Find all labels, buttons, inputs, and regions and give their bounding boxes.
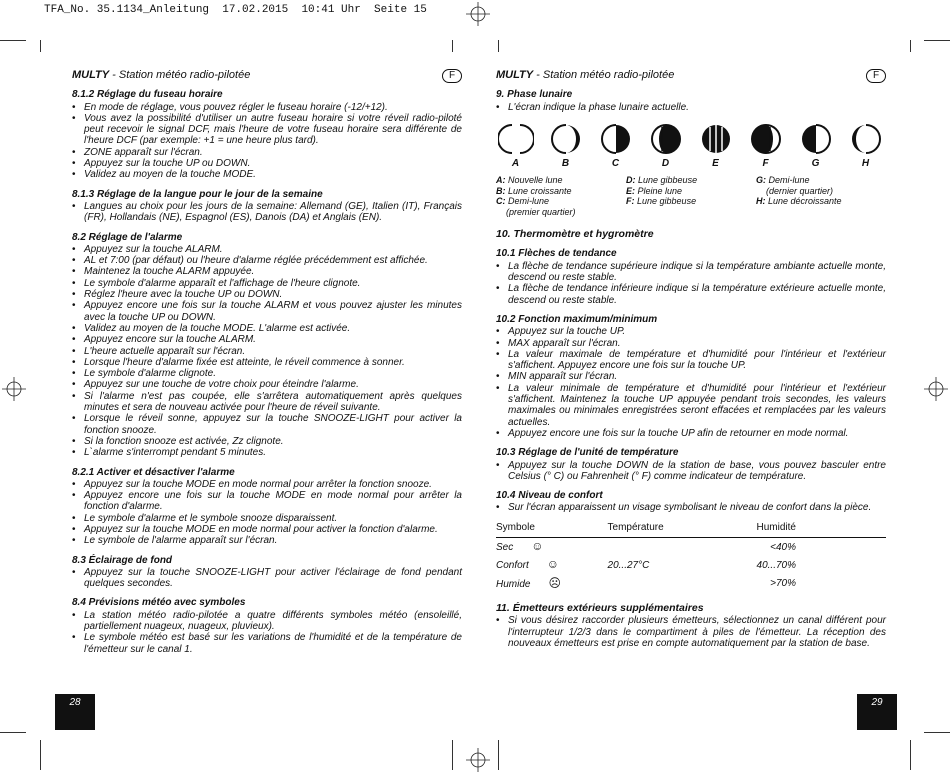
section-heading: 10.2 Fonction maximum/minimum [496,313,658,325]
list-item: • Appuyez encore sur la touche ALARM. [72,334,462,345]
registration-mark-bottom [466,748,490,772]
comfort-label: Confort [496,560,529,572]
bullet-list [72,567,462,590]
moon-legend-entry [626,175,756,186]
list-item: • Le symbole d'alarme et le symbole snooze disparaissent. [72,513,462,524]
moon-legend-value: (dernier quartier) [766,185,834,196]
moon-legend-value: Lune gibbeuse [638,175,698,186]
registration-mark-left [2,377,26,401]
crop-mark [0,732,26,733]
crop-mark [452,40,453,52]
bullet-list [72,201,462,224]
bullet-list [496,502,886,513]
moon-legend [496,175,886,217]
crop-mark [924,40,950,41]
bullet-list [496,326,886,439]
list-item: • Appuyez sur la touche MODE en mode normal pour activer la fonction d'alarme. [72,524,462,535]
moon-legend-column [626,175,756,217]
list-item: • La valeur minimale de température et d'humidité pour l'intérieur et l'extérieur s'affichent. Maintenez la touche UP appuyée pendant trois secondes, les valeurs maximales ou minimales enregistrées seront effacées et remplacées par les valeurs actuelles. [496,383,886,428]
comfort-humidity: 40...70% [756,559,796,571]
moon-phase-letter: H [861,157,870,169]
list-item: • Appuyez sur une touche de votre choix pour éteindre l'alarme. [72,379,462,390]
comfort-temperature [608,538,757,557]
list-item: • Sur l'écran apparaissent un visage symbolisant le niveau de confort dans la pièce. [496,502,886,513]
list-item: • Appuyez sur la touche DOWN de la station de base, vous pouvez basculer entre Celsius (° C) ou Fahrenheit (° F) comme indicateur de température. [496,460,886,483]
comfort-face-icon: ☺ [531,539,544,554]
left-sections [72,89,462,655]
crop-mark [498,740,499,770]
moon-phase-icon [698,121,734,157]
list-item: • Appuyez sur la touche SNOOZE-LIGHT pour activer l'éclairage de fond pendant quelques secondes. [72,567,462,590]
section-heading: 8.2 Réglage de l'alarme [72,231,183,243]
moon-phase [648,121,683,169]
list-item: • L`alarme s'interrompt pendant 5 minutes. [72,447,462,458]
moon-legend-value: Lune croissante [508,185,572,196]
moon-phase-icon [548,121,584,157]
language-badge: F [442,69,462,83]
title-brand: MULTY [72,69,110,81]
list-item: • La flèche de tendance inférieure indique si la température extérieure actuelle monte, descend ou reste stable. [496,283,886,306]
comfort-label: Sec [496,542,514,554]
moon-legend-key: A: [496,175,506,186]
page-number-right: 29 [857,694,897,730]
moon-legend-value: Demi-lune [768,175,810,186]
list-item: • Vous avez la possibilité d'utiliser un autre fuseau horaire si votre réveil radio-piloté peut recevoir le signal DCF, mais l'heure de votre fuseau horaire sera différente de l'heure DCF (par exemple: +1 = une heure plus tard). [72,113,462,147]
col-header-symbol: Symbole [496,520,608,538]
moon-phase-icon [848,121,884,157]
list-item: • Lorsque le réveil sonne, appuyez sur la touche SNOOZE-LIGHT pour activer la fonction snooze. [72,413,462,436]
moon-legend-key: C: [496,196,506,207]
crop-mark [498,40,499,52]
bullet-list [72,244,462,459]
moon-phase-icon [648,121,684,157]
list-item: • Le symbole d'alarme clignote. [72,368,462,379]
list-item: • Le symbole météo est basé sur les variations de l'humidité et de la température de l'émetteur sur le canal 1. [72,632,462,655]
crop-mark [910,740,911,770]
bullet-list [72,610,462,655]
section-heading: 10.1 Flèches de tendance [496,248,617,260]
moon-legend-value: (premier quartier) [506,206,576,217]
list-item: • ZONE apparaît sur l'écran. [72,147,462,158]
moon-legend-entry [626,196,756,207]
comfort-label-cell [496,556,608,574]
registration-mark-right [924,377,948,401]
section-heading-thermo: 10. Thermomètre et hygromètre [496,228,654,241]
moon-legend-entry [756,186,886,197]
crop-mark [0,40,26,41]
comfort-label-cell [496,538,608,557]
moon-phase [498,121,533,169]
language-badge: F [866,69,886,83]
print-header: TFA_No. 35.1134_Anleitung 17.02.2015 10:41 Uhr Seite 15 [44,4,427,16]
section-heading: 10.3 Réglage de l'unité de température [496,447,679,459]
col-header-humidity: Humidité [757,520,887,538]
crop-mark [40,40,41,52]
moon-phase [548,121,583,169]
list-item: • Si la fonction snooze est activée, Zz clignote. [72,436,462,447]
list-item: • Appuyez encore une fois sur la touche MODE en mode normal pour arrêter la fonction d'alarme. [72,490,462,513]
bullet-list [72,102,462,181]
crop-mark [452,740,453,770]
list-item: • Le symbole d'alarme apparaît et l'affichage de l'heure clignote. [72,278,462,289]
title-brand: MULTY [496,69,534,81]
table-row [496,538,886,557]
moon-phase-icon [598,121,634,157]
list-item: • Appuyez sur la touche ALARM. [72,244,462,255]
moon-phase-letter: F [762,157,769,169]
title-text: - Station météo radio-pilotée [533,69,675,81]
list-item: • Appuyez encore une fois sur la touche ALARM et vous pouvez ajuster les minutes avec la touche UP ou DOWN. [72,300,462,323]
moon-legend-key: G: [756,175,766,186]
moon-legend-value: Lune décroissante [768,196,842,207]
moon-legend-key: B: [496,185,506,196]
comfort-temperature [608,575,757,593]
moon-phase-icon [498,121,534,157]
list-item: • Appuyez sur la touche UP. [496,326,886,337]
table-row [496,556,886,574]
moon-legend-key: E: [626,185,635,196]
list-item: • Validez au moyen de la touche MODE. L'alarme est activée. [72,323,462,334]
section-heading: 8.4 Prévisions météo avec symboles [72,597,246,609]
comfort-table-body [496,538,886,593]
moon-legend-column [756,175,886,217]
moon-phase-icon [798,121,834,157]
moon-legend-entry [496,186,626,197]
moon-legend-entry [756,196,886,207]
moon-phase-letter: A [511,157,520,169]
moon-legend-entry [626,186,756,197]
bullet-list [496,261,886,306]
moon-legend-value: Pleine lune [637,185,683,196]
list-item: • Si l'alarme n'est pas coupée, elle s'arrêtera automatiquement après quelques minutes et sera de nouveau activée pour l'heure de réveil suivante. [72,391,462,414]
page-number-left: 28 [55,694,95,730]
comfort-temperature: 20...27°C [607,559,650,571]
section-heading: 8.1.2 Réglage du fuseau horaire [72,89,223,101]
moon-phase-letter: C [611,157,620,169]
left-page [72,70,462,655]
list-item: • Le symbole de l'alarme apparaît sur l'écran. [72,535,462,546]
transmitters-list [496,615,886,649]
list-item: • Réglez l'heure avec la touche UP ou DOWN. [72,289,462,300]
list-item: • Langues au choix pour les jours de la semaine: Allemand (GE), Italien (IT), Français (FR), Hollandais (NE), Espagnol (ES), Danois (DA) et Anglais (EN). [72,201,462,224]
section-heading-transmitters: 11. Émetteurs extérieurs supplémentaires [496,601,704,614]
page-title [496,70,886,81]
registration-mark-top [466,2,490,26]
bullet-list [72,479,462,547]
list-item: • Appuyez sur la touche UP ou DOWN. [72,158,462,169]
moon-legend-key: H: [756,196,766,207]
moon-phase-letter: G [811,157,820,169]
list-item: • En mode de réglage, vous pouvez régler le fuseau horaire (-12/+12). [72,102,462,113]
list-item: • Appuyez sur la touche MODE en mode normal pour arrêter la fonction snooze. [72,479,462,490]
moon-legend-entry [496,196,626,207]
section-heading: 10.4 Niveau de confort [496,490,603,502]
list-item: • Appuyez encore une fois sur la touche UP afin de retourner en mode normal. [496,428,886,439]
comfort-humidity: <40% [770,541,796,553]
moon-legend-column [496,175,626,217]
comfort-face-icon: ☹ [548,575,561,590]
crop-mark [924,732,950,733]
moon-legend-entry [496,207,626,218]
list-item: • La valeur maximale de température et d'humidité pour l'intérieur et l'extérieur s'affichent. Appuyez encore une fois sur la touche UP. [496,349,886,372]
moon-phase [748,121,783,169]
moon-phase-letter: B [561,157,570,169]
moon-legend-entry [756,175,886,186]
list-item: • MIN apparaît sur l'écran. [496,371,886,382]
right-page [496,70,886,649]
bullet-list [496,460,886,483]
comfort-label: Humide [496,578,531,590]
table-header-row [496,520,886,538]
list-item: • MAX apparaît sur l'écran. [496,338,886,349]
moon-legend-key: D: [626,175,636,186]
list-item: • Lorsque l'heure d'alarme fixée est atteinte, le réveil commence à sonner. [72,357,462,368]
list-item: • Validez au moyen de la touche MODE. [72,169,462,180]
section-heading: 8.3 Éclairage de fond [72,554,173,566]
list-item: • L'heure actuelle apparaît sur l'écran. [72,346,462,357]
comfort-label-cell [496,575,608,593]
moon-intro: • L'écran indique la phase lunaire actuelle. [496,102,886,113]
list-item: • La flèche de tendance supérieure indique si la température ambiante actuelle monte, descend ou reste stable. [496,261,886,284]
moon-legend-value: Demi-lune [508,196,550,207]
col-header-temperature: Température [608,520,757,538]
moon-phase [598,121,633,169]
moon-legend-value: Lune gibbeuse [637,196,697,207]
comfort-table [496,520,886,593]
crop-mark [40,740,41,770]
section-heading: 8.2.1 Activer et désactiver l'alarme [72,466,235,478]
moon-phase-letter: D [661,157,670,169]
comfort-face-icon: ☺ [546,557,560,572]
table-row [496,575,886,593]
moon-phase [698,121,733,169]
section-heading-moon: 9. Phase lunaire [496,89,573,101]
crop-mark [910,40,911,52]
right-sections [496,248,886,513]
title-text: - Station météo radio-pilotée [109,69,251,81]
moon-phase-icon [748,121,784,157]
page-title [72,70,462,81]
moon-phase-row [498,121,886,169]
moon-phase [848,121,883,169]
list-item: • AL et 7:00 (par défaut) ou l'heure d'alarme réglée précédemment est affichée. [72,255,462,266]
list-item: • Si vous désirez raccorder plusieurs émetteurs, sélectionnez un canal différent pour l'interrupteur 1/2/3 dans le compartiment à piles de l'émetteur. La réception des nouveaux émetteurs est prise en compte automatiquement par la station de base. [496,615,886,649]
moon-phase-letter: E [712,157,719,169]
moon-phase [798,121,833,169]
moon-legend-key: F: [626,196,635,207]
moon-legend-value: Nouvelle lune [508,175,563,186]
section-heading: 8.1.3 Réglage de la langue pour le jour de la semaine [72,188,323,200]
list-item: • Maintenez la touche ALARM appuyée. [72,266,462,277]
comfort-humidity: >70% [770,578,796,590]
moon-legend-entry [496,175,626,186]
list-item: • La station météo radio-pilotée a quatre différents symboles météo (ensoleillé, partiellement nuageux, nuageux, pluvieux). [72,610,462,633]
